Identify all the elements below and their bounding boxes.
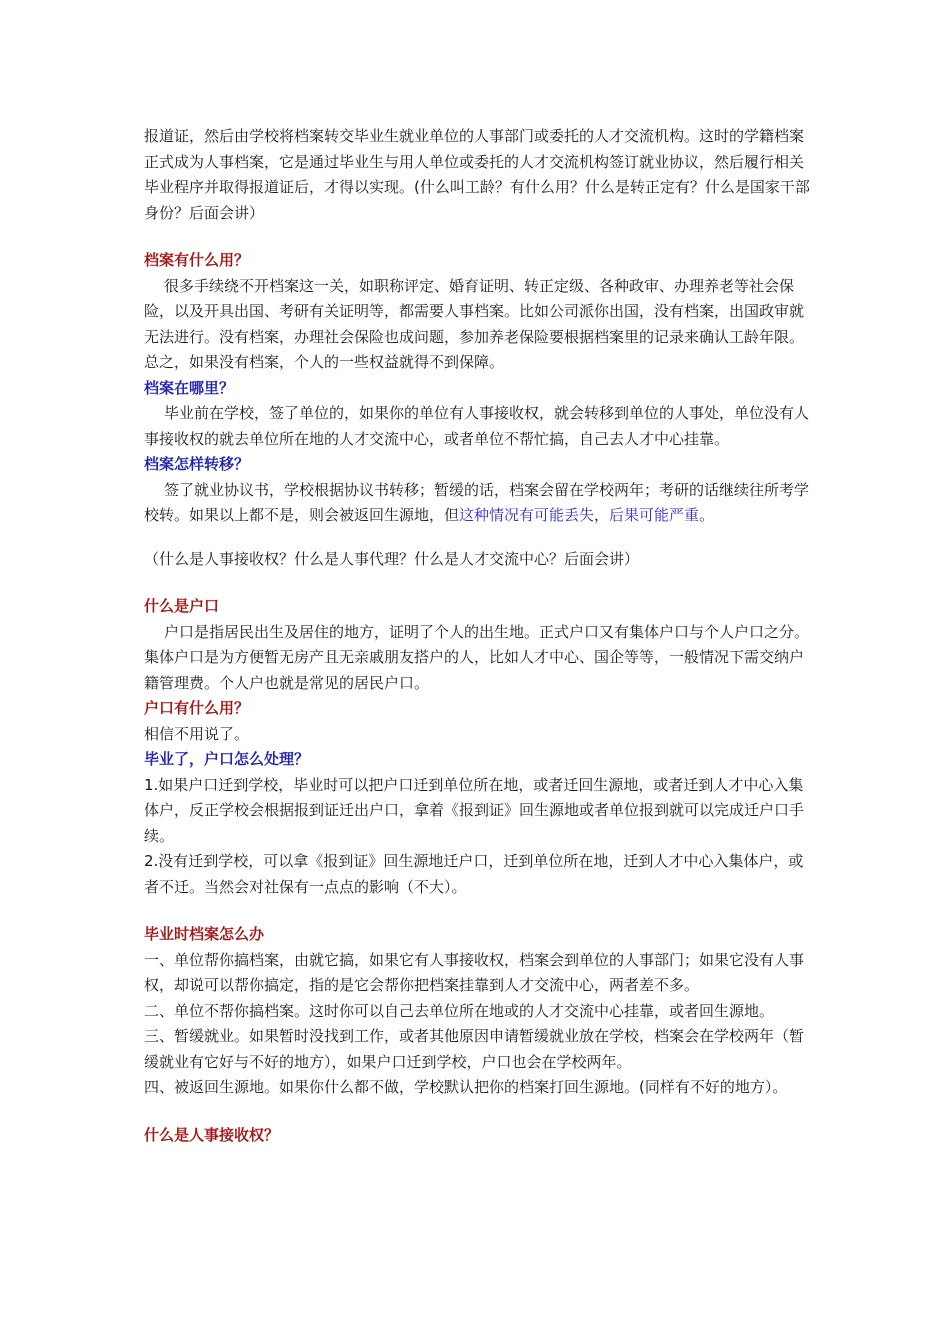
paragraph-hukou-use: 相信不用说了。 <box>144 724 250 743</box>
transfer-end: 。 <box>699 506 715 524</box>
heading-hukou-use: 户口有什么用？ <box>144 699 250 717</box>
heading-personnel-receiving-right: 什么是人事接收权？ <box>144 1125 280 1144</box>
list-item-archive-4: 四、被返回生源地。如果你什么都不做，学校默认把你的档案打回生源地。(同样有不好的地方）。 <box>144 1078 788 1096</box>
transfer-text: 签了就业协议书，学校根据协议书转移；暂缓的话，档案会留在学校两年；考研的话继续往所考学校转。如果以上都不是，则会被返回生源地，但 <box>144 480 810 524</box>
transfer-separator: ， <box>594 506 610 524</box>
paragraph-what-is-hukou: 户口是指居民出生及居住的地方，证明了个人的出生地。正式户口又有集体户口与个人户口之分。集体户口是为方便暂无房产且无亲戚朋友搭户的人，比如人才中心、国企等等，一般情况下需交纳户籍管理费。个人户也就是常见的居民户口。 <box>144 622 810 692</box>
heading-archive-location: 档案在哪里？ <box>144 378 235 397</box>
paragraph-archive-location: 毕业前在学校，签了单位的，如果你的单位有人事接收权，就会转移到单位的人事处，单位没有人事接收权的就去单位所在地的人才交流中心，或者单位不帮忙搞，自己去人才中心挂靠。 <box>144 404 810 448</box>
intro-paragraph: 报道证，然后由学校将档案转交毕业生就业单位的人事部门或委托的人才交流机构。这时的学籍档案正式成为人事档案，它是通过毕业生与用人单位或委托的人才交流机构签订就业协议，然后履行相关毕业程序并取得报道证后，才得以实现。(什么叫工龄？有什么用？什么是转正定有？什么是国家干部身份？后面会讲） <box>144 127 810 222</box>
paragraph-archive-use: 很多手续绕不开档案这一关，如职称评定、婚育证明、转正定级、各种政审、办理养老等社会保险，以及开具出国、考研有关证明等，都需要人事档案。比如公司派你出国，没有档案，出国政审就无法进行。没有档案，办理社会保险也成问题，参加养老保险要根据档案里的记录来确认工龄年限。总之，如果没有档案，个人的一些权益就得不到保障。 <box>144 276 805 371</box>
list-item-archive-3: 三、暂缓就业。如果暂时没找到工作，或者其他原因申请暂缓就业放在学校，档案会在学校两年（暂缓就业有它好与不好的地方），如果户口迁到学校，户口也会在学校两年。 <box>144 1027 805 1071</box>
paragraph-archive-transfer <box>144 478 810 529</box>
list-item-archive-1: 一、单位帮你搞档案，由就它搞，如果它有人事接收权，档案会到单位的人事部门；如果它没有人事权，却说可以帮你搞定，指的是它会帮你把档案挂靠到人才交流中心，两者差不多。 <box>144 950 805 994</box>
list-item-archive-2: 二、单位不帮你搞档案。这时你可以自己去单位所在地或的人才交流中心挂靠，或者回生源地。 <box>144 1001 775 1020</box>
heading-hukou-after-graduation: 毕业了，户口怎么处理？ <box>144 750 310 768</box>
heading-what-is-hukou: 什么是户口 <box>144 597 220 615</box>
list-item-hukou-2: 2.没有迁到学校，可以拿《报到证》回生源地迁户口，迁到单位所在地，迁到人才中心入集体户，或者不迁。当然会对社保有一点点的影响（不大）。 <box>144 852 804 896</box>
note-questions: （什么是人事接收权？什么是人事代理？什么是人才交流中心？后面会讲） <box>144 549 640 568</box>
link-may-be-lost[interactable]: 这种情况有可能丢失 <box>459 506 595 524</box>
link-serious-consequence[interactable]: 后果可能严重 <box>609 506 700 524</box>
heading-archive-at-graduation: 毕业时档案怎么办 <box>144 925 265 943</box>
heading-archive-use: 档案有什么用？ <box>144 251 250 269</box>
list-item-hukou-1: 1.如果户口迁到学校，毕业时可以把户口迁到单位所在地，或者迁回生源地，或者迁到人才中心入集体户，反正学校会根据报到证迁出户口，拿着《报到证》回生源地或者单位报到就可以完成迁户口手续。 <box>144 775 805 845</box>
heading-archive-transfer: 档案怎样转移？ <box>144 455 250 473</box>
